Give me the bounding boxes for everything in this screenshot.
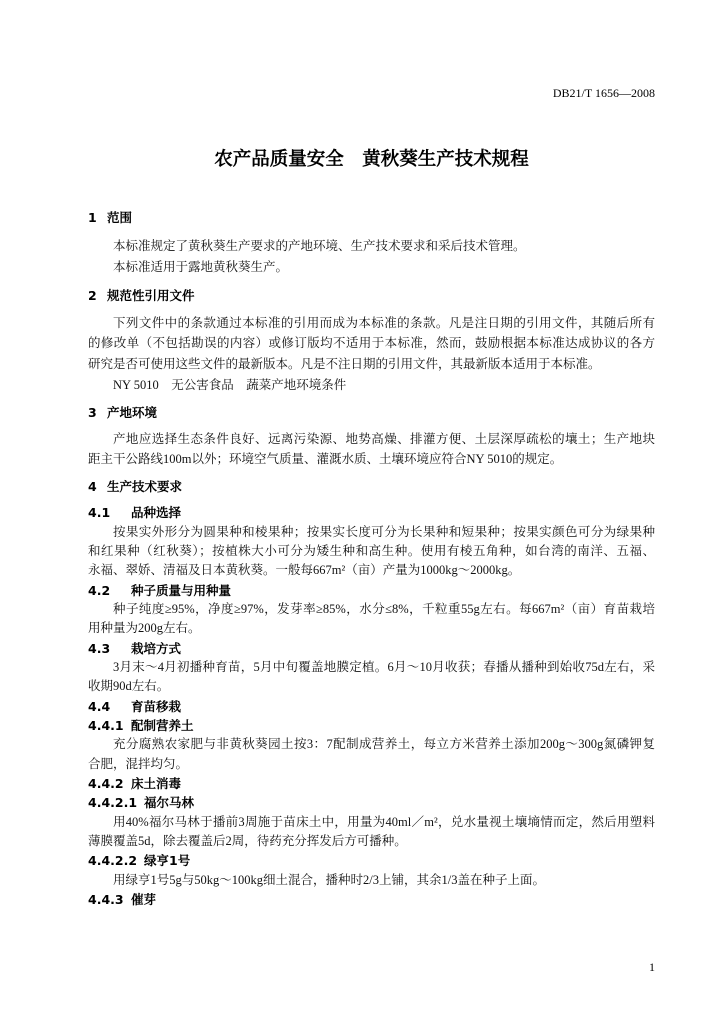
- standard-code: DB21/T 1656—2008: [552, 86, 655, 100]
- paragraph: [88, 735, 655, 774]
- subsection-number: 4.4.1: [88, 718, 124, 734]
- paragraph-line: 距主干公路线100m以外；环境空气质量、灌溉水质、土壤环境应符合NY 5010的规定。: [88, 452, 563, 466]
- paragraph-line: 用绿亨1号5g与50kg～100kg细土混合，播种时2/3上铺，其余1/3盖在种子上面。: [113, 872, 545, 887]
- paragraph-line: 收期90d左右。: [88, 679, 170, 694]
- paragraph: [88, 871, 655, 890]
- subsection-title: 栽培方式: [131, 640, 182, 656]
- paragraph-line: 薄膜覆盖5d，除去覆盖后2周，待药充分挥发后方可播种。: [88, 834, 407, 849]
- paragraph-line: NY 5010 无公害食品 蔬菜产地环境条件: [113, 377, 347, 392]
- subsection-number: 4.1: [88, 505, 111, 521]
- paragraph: [88, 658, 655, 697]
- section-heading: [88, 477, 655, 497]
- subsection-number: 4.4.2.2: [88, 853, 138, 869]
- paragraph: [88, 813, 655, 852]
- paragraph-line: 合肥，混拌均匀。: [88, 756, 189, 771]
- section-heading: [88, 403, 655, 423]
- section: [88, 477, 655, 910]
- paragraph-line: 按果实外形分为圆果种和棱果种；按果实长度可分为长果种和短果种；按果实颜色可分为绿果种: [113, 524, 655, 539]
- subsection-heading: [88, 697, 655, 716]
- subsection-number: 4.4.2.1: [88, 795, 138, 811]
- paragraph: [88, 600, 655, 639]
- section: [88, 208, 655, 278]
- section-title: 生产技术要求: [107, 479, 183, 494]
- subsection-title: 催芽: [131, 892, 157, 908]
- subsection-number: 4.4: [88, 698, 111, 714]
- section-heading: [88, 208, 655, 228]
- subsection-title: 配制营养土: [131, 718, 194, 734]
- subsection-title: 绿亨1号: [144, 853, 191, 869]
- paragraph-line: 研究是否可使用这些文件的最新版本。凡是不注日期的引用文件，其最新版本适用于本标准。: [88, 356, 601, 371]
- subsection-number: 4.3: [88, 640, 111, 656]
- paragraph-line: 产地应选择生态条件良好、远离污染源、地势高燥、排灌方便、土层深厚疏松的壤土；生产地块: [113, 432, 655, 446]
- paragraph-line: 永福、翠娇、清福及日本黄秋葵。一般每667m²（亩）产量为1000kg～2000kg。: [88, 563, 521, 578]
- document-title: 农产品质量安全 黄秋葵生产技术规程: [214, 149, 529, 170]
- paragraph-line: 本标准适用于露地黄秋葵生产。: [113, 260, 289, 274]
- section-number: 4: [88, 479, 97, 494]
- subsection-heading: [88, 890, 655, 909]
- subsection-heading: [88, 774, 655, 793]
- paragraph-line: 种子纯度≥95%，净度≥97%，发芽率≥85%，水分≤8%，千粒重55g左右。每667m²（亩）育苗栽培: [113, 602, 655, 617]
- subsection-title: 福尔马林: [144, 795, 195, 811]
- subsection-title: 品种选择: [131, 505, 182, 521]
- subsection-title: 育苗移栽: [131, 698, 182, 714]
- paragraph: [88, 313, 655, 375]
- section: [88, 286, 655, 395]
- paragraph-line: 充分腐熟农家肥与非黄秋葵园土按3：7配制成营养土，每立方米营养土添加200g～300g氮磷钾复: [113, 737, 655, 752]
- subsection-heading: [88, 716, 655, 735]
- paragraph: [88, 375, 655, 396]
- section: [88, 403, 655, 469]
- paragraph-line: 用40%福尔马林于播前3周施于苗床土中，用量为40ml／m²，兑水量视土壤墒情而定，然后用塑料: [113, 814, 655, 829]
- paragraph: [88, 236, 655, 257]
- section-number: 2: [88, 288, 97, 303]
- paragraph-line: 和红果种（红秋葵）；按植株大小可分为矮生种和高生种。使用有棱五角种，如台湾的南洋、五福、: [88, 543, 655, 558]
- paragraph: [88, 523, 655, 581]
- section-title: 产地环境: [107, 405, 158, 420]
- subsection-heading: [88, 851, 655, 870]
- paragraph-line: 用种量为200g左右。: [88, 621, 201, 636]
- subsection-heading: [88, 793, 655, 812]
- subsection-number: 4.4.3: [88, 892, 124, 908]
- paragraph-line: 3月末～4月初播种育苗，5月中旬覆盖地膜定植。6月～10月收获；春播从播种到始收75d左右，采: [113, 660, 655, 675]
- section-title: 规范性引用文件: [107, 288, 195, 303]
- section-number: 3: [88, 405, 97, 420]
- subsection-heading: [88, 581, 655, 600]
- page-number: 1: [649, 960, 655, 974]
- paragraph: [88, 257, 655, 278]
- subsection-number: 4.4.2: [88, 776, 124, 792]
- subsection-number: 4.2: [88, 582, 111, 598]
- subsection-heading: [88, 639, 655, 658]
- section-heading: [88, 286, 655, 306]
- subsection-heading: [88, 503, 655, 522]
- subsection-title: 种子质量与用种量: [131, 582, 232, 598]
- paragraph-line: 下列文件中的条款通过本标准的引用而成为本标准的条款。凡是注日期的引用文件，其随后所有: [113, 315, 655, 330]
- paragraph-line: 的修改单（不包括勘误的内容）或修订版均不适用于本标准，然而，鼓励根据本标准达成协议的各方: [88, 336, 655, 351]
- subsection-title: 床土消毒: [131, 776, 182, 792]
- section-title: 范围: [107, 210, 133, 225]
- paragraph-line: 本标准规定了黄秋葵生产要求的产地环境、生产技术要求和采后技术管理。: [113, 239, 526, 253]
- paragraph: [88, 429, 655, 469]
- section-number: 1: [88, 210, 97, 225]
